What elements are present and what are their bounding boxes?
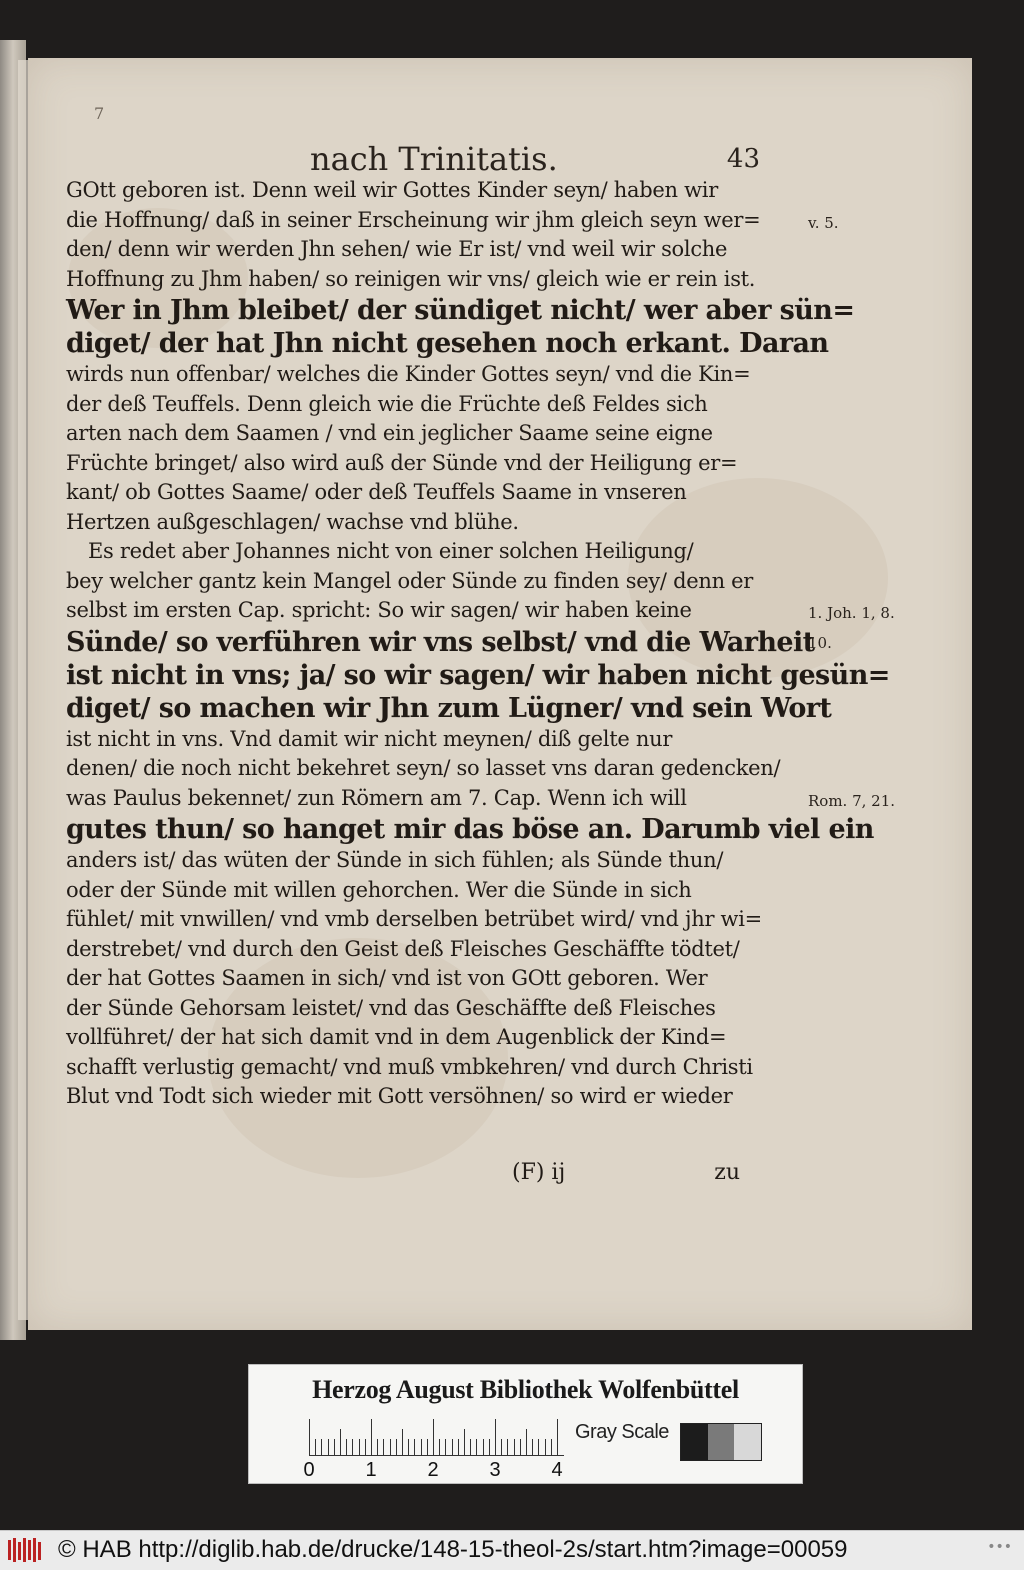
page-number: 43: [726, 144, 760, 174]
ruler-tick: [377, 1439, 378, 1455]
ruler-tick: [433, 1419, 434, 1455]
ruler-tick: [520, 1439, 521, 1455]
ruler-tick: [501, 1439, 502, 1455]
ruler-tick: [495, 1419, 496, 1455]
catchword: zu: [714, 1160, 740, 1185]
ruler-tick: [452, 1439, 453, 1455]
ruler-tick: [514, 1439, 515, 1455]
text-line: diget/ so machen wir Jhn zum Lügner/ vnd sein Wort: [66, 692, 832, 724]
gray-swatch: [734, 1424, 761, 1460]
running-title: nach Trinitatis.: [310, 140, 558, 178]
text-line: die Hoffnung/ daß in seiner Erscheinung wir jhm gleich seyn wer=: [66, 207, 761, 232]
text-line: fühlet/ mit vnwillen/ vnd vmb derselben betrübet wird/ vnd jhr wi=: [66, 907, 762, 931]
ruler-label: 3: [489, 1459, 501, 1481]
ruler-tick: [445, 1439, 446, 1455]
library-title: Herzog August Bibliothek Wolfenbüttel: [312, 1375, 739, 1404]
ruler-tick: [321, 1439, 322, 1455]
ruler-tick: [390, 1439, 391, 1455]
text-line: ist nicht in vns; ja/ so wir sagen/ wir haben nicht gesün=: [66, 659, 890, 691]
ruler-tick: [476, 1439, 477, 1455]
text-line: derstrebet/ vnd durch den Geist deß Fleisches Geschäffte tödtet/: [66, 936, 740, 961]
text-line: ist nicht in vns. Vnd damit wir nicht meynen/ diß gelte nur: [66, 726, 673, 751]
ruler-tick: [396, 1439, 397, 1455]
ruler-label: 2: [427, 1459, 439, 1481]
ruler-label: 4: [551, 1459, 563, 1481]
text-line: wirds nun offenbar/ welches die Kinder Gottes seyn/ vnd die Kin=: [66, 362, 751, 386]
text-line: diget/ der hat Jhn nicht gesehen noch erkant. Daran: [66, 328, 829, 359]
ruler-tick: [483, 1439, 484, 1455]
ruler-tick: [557, 1419, 558, 1455]
gray-swatch: [681, 1424, 708, 1460]
ruler-tick: [346, 1439, 347, 1455]
ruler-tick: [551, 1439, 552, 1455]
text-line: Früchte bringet/ also wird auß der Sünde vnd der Heiligung er=: [66, 450, 738, 475]
ruler-tick: [371, 1419, 372, 1455]
ruler-tick: [315, 1439, 316, 1455]
margin-note: v. 5.: [808, 213, 839, 232]
stray-mark: 7: [94, 104, 105, 123]
ruler-tick: [352, 1439, 353, 1455]
ruler-label: 1: [365, 1459, 377, 1481]
footer-bar: [0, 1530, 1024, 1570]
ruler-tick: [538, 1439, 539, 1455]
text-line: den/ denn wir werden Jhn sehen/ wie Er ist/ vnd weil wir solche: [66, 237, 728, 261]
ruler-tick: [507, 1439, 508, 1455]
ruler-tick: [309, 1419, 310, 1455]
text-line: Hertzen außgeschlagen/ wachse vnd blühe.: [66, 509, 519, 534]
text-line: denen/ die noch nicht bekehret seyn/ so lasset vns daran gedencken/: [66, 756, 781, 780]
text-line: was Paulus bekennet/ zun Römern am 7. Cap. Wenn ich will: [66, 785, 687, 810]
text-line: Blut vnd Todt sich wieder mit Gott versöhnen/ so wird er wieder: [66, 1084, 733, 1108]
page-fold-inner: [18, 60, 28, 1320]
text-line: der Sünde Gehorsam leistet/ vnd das Geschäffte deß Fleisches: [66, 995, 716, 1020]
catchline: [80, 1160, 760, 1190]
text-line: oder der Sünde mit willen gehorchen. Wer die Sünde in sich: [66, 877, 692, 902]
ruler-tick: [359, 1439, 360, 1455]
margin-note: 10.: [808, 633, 832, 652]
ruler-tick: [421, 1439, 422, 1455]
text-line: schafft verlustig gemacht/ vnd muß vmbkehren/ vnd durch Christi: [66, 1054, 753, 1079]
ruler-tick: [383, 1439, 384, 1455]
text-line: der deß Teuffels. Denn gleich wie die Früchte deß Feldes sich: [66, 391, 708, 416]
ruler-tick: [402, 1429, 403, 1455]
ruler-tick: [439, 1439, 440, 1455]
ruler-tick: [464, 1429, 465, 1455]
copyright-url[interactable]: © HAB http://diglib.hab.de/drucke/148-15-theol-2s/start.htm?image=00059: [58, 1536, 848, 1563]
page-header: [80, 140, 760, 180]
text-line: anders ist/ das wüten der Sünde in sich fühlen; als Sünde thun/: [66, 848, 724, 872]
text-line: arten nach dem Saamen / vnd ein jeglicher Saame seine eigne: [66, 421, 713, 445]
text-line: GOtt geboren ist. Denn weil wir Gottes Kinder seyn/ haben wir: [66, 178, 718, 202]
text-line: Hoffnung zu Jhm haben/ so reinigen wir vns/ gleich wie er rein ist.: [66, 266, 756, 291]
ruler-tick: [365, 1439, 366, 1455]
ruler-tick: [414, 1439, 415, 1455]
text-line: kant/ ob Gottes Saame/ oder deß Teuffels Saame in vnseren: [66, 480, 687, 504]
ruler: [309, 1417, 564, 1455]
scale-card: [248, 1364, 803, 1484]
text-line: Es redet aber Johannes nicht von einer solchen Heiligung/: [88, 539, 694, 563]
gray-swatch: [708, 1424, 735, 1460]
signature-mark: (F) ij: [512, 1160, 566, 1185]
gray-scale-swatches: [680, 1423, 762, 1461]
ruler-tick: [334, 1439, 335, 1455]
ruler-tick: [489, 1439, 490, 1455]
ruler-tick: [328, 1439, 329, 1455]
text-line: Sünde/ so verführen wir vns selbst/ vnd die Warheit: [66, 626, 815, 658]
ruler-tick: [470, 1439, 471, 1455]
ruler-tick: [408, 1439, 409, 1455]
text-line: selbst im ersten Cap. spricht: So wir sagen/ wir haben keine: [66, 598, 692, 622]
margin-note: Rom. 7, 21.: [808, 791, 896, 810]
hab-logo-icon: [6, 1536, 46, 1564]
margin-note: 1. Joh. 1, 8.: [808, 604, 895, 622]
ruler-tick: [458, 1439, 459, 1455]
ruler-label: 0: [303, 1459, 315, 1481]
ruler-tick: [526, 1429, 527, 1455]
text-line: vollführet/ der hat sich damit vnd in dem Augenblick der Kind=: [66, 1025, 727, 1049]
ruler-tick: [340, 1429, 341, 1455]
more-icon[interactable]: •••: [987, 1539, 1012, 1555]
ruler-tick: [545, 1439, 546, 1455]
gray-scale-label: Gray Scale: [575, 1421, 669, 1443]
text-line: Wer in Jhm bleibet/ der sündiget nicht/ wer aber sün=: [66, 295, 855, 326]
text-line: gutes thun/ so hanget mir das böse an. Darumb viel ein: [66, 814, 874, 845]
text-line: bey welcher gantz kein Mangel oder Sünde zu finden sey/ denn er: [66, 568, 754, 593]
ruler-tick: [532, 1439, 533, 1455]
body-text: [66, 176, 896, 1112]
text-line: der hat Gottes Saamen in sich/ vnd ist von GOtt geboren. Wer: [66, 966, 708, 990]
ruler-tick: [427, 1439, 428, 1455]
